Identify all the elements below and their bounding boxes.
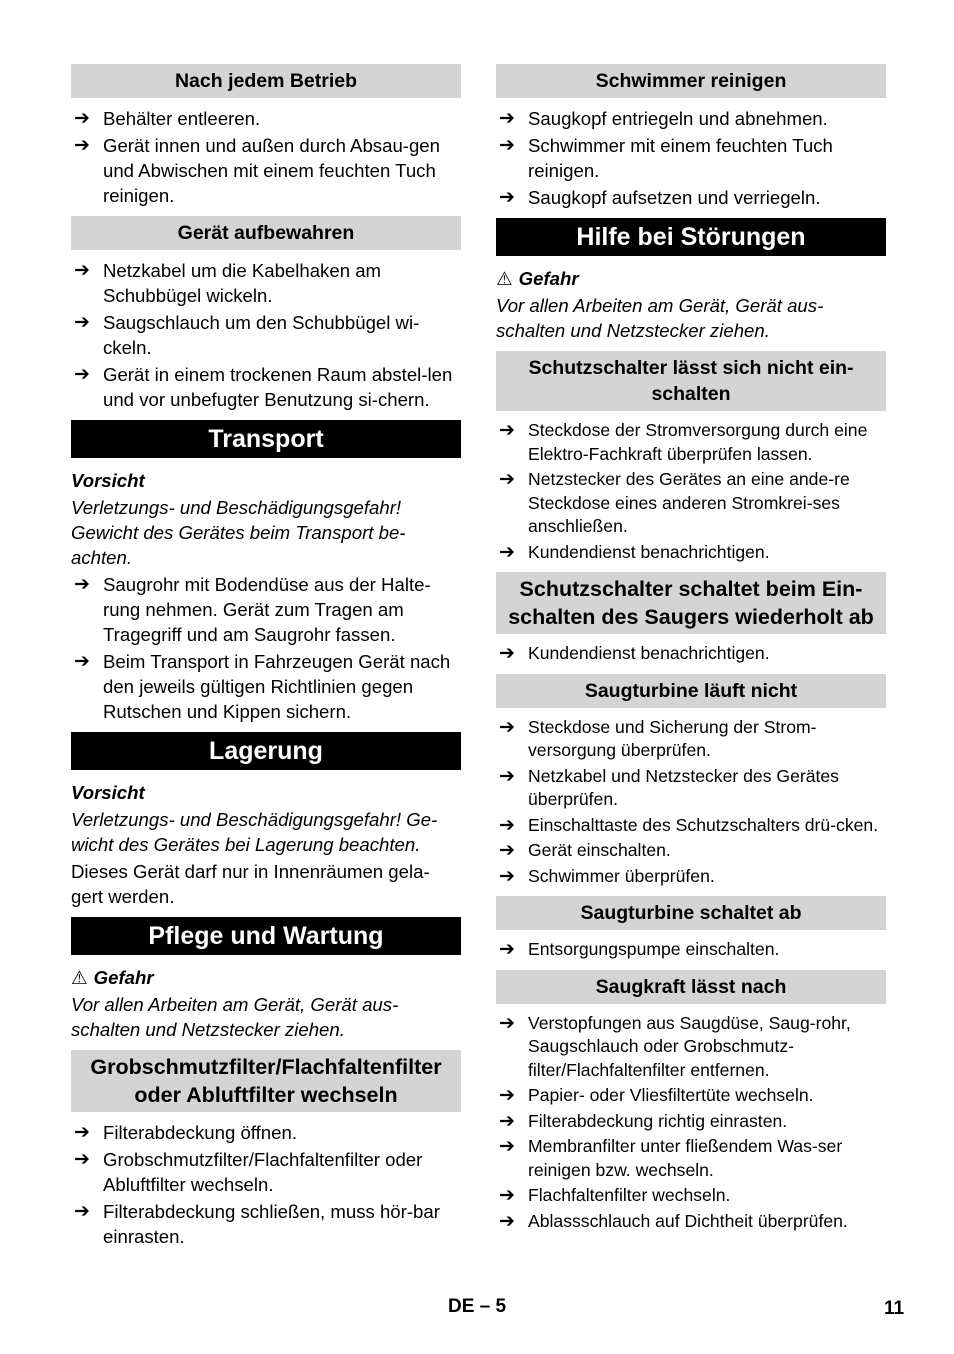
heading-schwimmer-reinigen: Schwimmer reinigen: [496, 64, 886, 98]
list-saugturbine-schaltet-ab: [496, 938, 886, 962]
heading-transport: Transport: [71, 420, 461, 458]
list-item: ➔ Kundendienst benachrichtigen.: [499, 643, 770, 664]
list-item: ➔ Entsorgungspumpe einschalten.: [499, 939, 780, 960]
warning-triangle-icon: ⚠: [71, 967, 88, 988]
arrow-right-icon: ➔: [499, 1210, 515, 1232]
list-item: ➔ Filterabdeckung richtig einrasten.: [499, 1110, 788, 1132]
list-saugkraft: [496, 1012, 886, 1234]
list-item: ➔ Schwimmer mit einem feuchten Tuch reinigen.: [499, 135, 833, 181]
list-item: ➔ Einschalttaste des Schutzschalters drü-cken.: [499, 814, 879, 836]
list-item: ➔ Gerät einschalten.: [499, 840, 671, 861]
arrow-right-icon: ➔: [74, 1201, 90, 1222]
right-column: [496, 64, 886, 1241]
arrow-right-icon: ➔: [74, 108, 90, 129]
caution-label: Vorsicht: [71, 782, 145, 803]
list-transport: [71, 572, 461, 724]
list-item: ➔ Gerät innen und außen durch Absau-gen und Abwischen mit einem feuchten Tuch reinigen.: [74, 135, 440, 206]
list-item: ➔ Gerät in einem trockenen Raum abstel-len und vor unbefugter Benutzung si-chern.: [74, 364, 453, 410]
arrow-right-icon: ➔: [499, 420, 515, 441]
list-item: ➔ Saugrohr mit Bodendüse aus der Halte-rung nehmen. Gerät zum Tragen am Tragegriff und am Saugrohr fassen.: [74, 574, 431, 645]
list-schutzschalter-schaltet-ab: [496, 642, 886, 666]
heading-filter-wechseln: Grobschmutzfilter/Flachfaltenfilter oder Abluftfilter wechseln: [71, 1050, 461, 1112]
list-geraet-aufbewahren: [71, 258, 461, 412]
arrow-right-icon: ➔: [499, 469, 515, 490]
arrow-right-icon: ➔: [74, 135, 90, 156]
list-item: ➔ Netzstecker des Gerätes an eine ande-re Steckdose eines anderen Stromkrei-ses anschließen.: [499, 469, 850, 536]
list-item: ➔ Ablassschlauch auf Dichtheit überprüfen.: [499, 1210, 848, 1232]
list-item: ➔ Netzkabel und Netzstecker des Gerätes überprüfen.: [499, 765, 839, 809]
list-schutzschalter-nicht-ein: [496, 419, 886, 564]
list-filter-wechseln: [71, 1120, 461, 1249]
arrow-right-icon: ➔: [499, 716, 515, 738]
list-item: ➔ Kundendienst benachrichtigen.: [499, 541, 770, 563]
arrow-right-icon: ➔: [499, 840, 515, 861]
list-item: ➔ Filterabdeckung schließen, muss hör-bar einrasten.: [74, 1201, 440, 1247]
list-item: ➔ Behälter entleeren.: [74, 108, 261, 129]
list-item: ➔ Saugschlauch um den Schubbügel wi-ckeln.: [74, 312, 420, 358]
list-item: ➔ Membranfilter unter fließendem Was-ser reinigen bzw. wechseln.: [499, 1136, 843, 1180]
list-item: ➔ Steckdose der Stromversorgung durch eine Elektro-Fachkraft überprüfen lassen.: [499, 420, 868, 464]
arrow-right-icon: ➔: [499, 187, 515, 208]
arrow-right-icon: ➔: [499, 541, 515, 563]
heading-saugturbine-schaltet-ab: Saugturbine schaltet ab: [496, 896, 886, 930]
arrow-right-icon: ➔: [499, 765, 515, 787]
list-item: ➔ Netzkabel um die Kabelhaken am Schubbügel wickeln.: [74, 260, 382, 306]
arrow-right-icon: ➔: [499, 1085, 515, 1106]
arrow-right-icon: ➔: [499, 1185, 515, 1206]
arrow-right-icon: ➔: [74, 574, 90, 595]
list-item: ➔ Grobschmutzfilter/Flachfaltenfilter oder Abluftfilter wechseln.: [74, 1149, 423, 1195]
list-item: ➔ Steckdose und Sicherung der Strom-versorgung überprüfen.: [499, 716, 817, 760]
arrow-right-icon: ➔: [499, 643, 515, 664]
arrow-right-icon: ➔: [499, 108, 515, 129]
warning-triangle-icon: ⚠: [496, 268, 513, 289]
storage-note: Dieses Gerät darf nur in Innenräumen gela-gert werden.: [71, 861, 430, 907]
list-saugturbine-laeuft-nicht: [496, 716, 886, 889]
arrow-right-icon: ➔: [74, 260, 90, 281]
heading-pflege-und-wartung: Pflege und Wartung: [71, 917, 461, 955]
arrow-right-icon: ➔: [499, 1110, 515, 1132]
left-column: [71, 64, 461, 1257]
arrow-right-icon: ➔: [499, 865, 515, 887]
arrow-right-icon: ➔: [74, 312, 90, 333]
arrow-right-icon: ➔: [74, 1122, 90, 1143]
caution-label: Vorsicht: [71, 470, 145, 491]
arrow-right-icon: ➔: [499, 814, 515, 836]
list-item: ➔ Saugkopf entriegeln und abnehmen.: [499, 108, 828, 129]
list-item: ➔ Beim Transport in Fahrzeugen Gerät nach den jeweils gültigen Richtlinien gegen Rutschen und Kippen sichern.: [74, 651, 451, 722]
heading-nach-jedem-betrieb: Nach jedem Betrieb: [71, 64, 461, 98]
heading-geraet-aufbewahren: Gerät aufbewahren: [71, 216, 461, 250]
arrow-right-icon: ➔: [74, 364, 90, 385]
list-item: ➔ Saugkopf aufsetzen und verriegeln.: [499, 187, 821, 208]
arrow-right-icon: ➔: [74, 651, 90, 672]
danger-text: Vor allen Arbeiten am Gerät, Gerät aus-schalten und Netzstecker ziehen.: [496, 295, 824, 341]
heading-lagerung: Lagerung: [71, 732, 461, 770]
heading-schutzschalter-schaltet-ab: Schutzschalter schaltet beim Ein-schalten des Saugers wiederholt ab: [496, 572, 886, 634]
heading-schutzschalter-nicht-ein: Schutzschalter lässt sich nicht ein-schalten: [496, 351, 886, 411]
danger-text: Vor allen Arbeiten am Gerät, Gerät aus-schalten und Netzstecker ziehen.: [71, 994, 399, 1040]
list-item: ➔ Schwimmer überprüfen.: [499, 865, 715, 887]
arrow-right-icon: ➔: [499, 1136, 515, 1157]
page-number: 11: [884, 1298, 905, 1319]
arrow-right-icon: ➔: [74, 1149, 90, 1170]
list-item: ➔ Filterabdeckung öffnen.: [74, 1122, 297, 1143]
arrow-right-icon: ➔: [499, 1012, 515, 1034]
heading-saugkraft-laesst-nach: Saugkraft lässt nach: [496, 970, 886, 1004]
list-item: ➔ Papier- oder Vliesfiltertüte wechseln.: [499, 1085, 814, 1106]
heading-saugturbine-laeuft-nicht: Saugturbine läuft nicht: [496, 674, 886, 708]
danger-heading: ⚠ Gefahr: [71, 967, 154, 988]
caution-text: Verletzungs- und Beschädigungsgefahr! Gewicht des Gerätes beim Transport be-achten.: [71, 497, 406, 568]
caution-text: Verletzungs- und Beschädigungsgefahr! Ge-wicht des Gerätes bei Lagerung beachten.: [71, 809, 438, 855]
list-item: ➔ Verstopfungen aus Saugdüse, Saug-rohr, Saugschlauch oder Grobschmutz-filter/Flachfaltenfilter entfernen.: [499, 1012, 851, 1080]
list-schwimmer: [496, 106, 886, 210]
list-item: ➔ Flachfaltenfilter wechseln.: [499, 1185, 731, 1206]
arrow-right-icon: ➔: [499, 135, 515, 156]
footer-language-page: DE – 5: [448, 1296, 507, 1317]
list-nach-jedem-betrieb: [71, 106, 461, 208]
heading-hilfe-bei-stoerungen: Hilfe bei Störungen: [496, 218, 886, 256]
danger-heading: ⚠ Gefahr: [496, 268, 579, 289]
arrow-right-icon: ➔: [499, 939, 515, 960]
